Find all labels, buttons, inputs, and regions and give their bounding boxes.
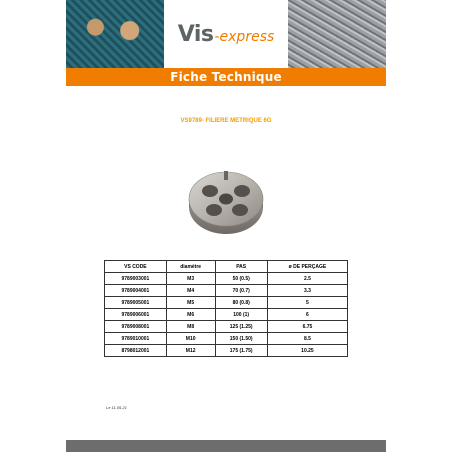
cell-pitch: 70 (0.7)	[215, 285, 267, 297]
col-diameter: diamètre	[166, 261, 215, 273]
cell-drill-diameter: 8.5	[267, 333, 347, 345]
table-header-row	[105, 261, 348, 273]
cell-drill-diameter: 6.75	[267, 321, 347, 333]
cell-diameter: M10	[166, 333, 215, 345]
date-note: Le 11.05.21	[106, 405, 127, 410]
cell-diameter: M8	[166, 321, 215, 333]
cell-pitch: 175 (1.75)	[215, 345, 267, 357]
cell-vs-code: 9789010001	[105, 333, 167, 345]
col-drill-diameter: ø DE PERÇAGE	[267, 261, 347, 273]
table-row	[105, 333, 348, 345]
threading-die-image	[184, 163, 268, 239]
cell-vs-code: 9789005001	[105, 297, 167, 309]
title-bar	[66, 68, 386, 86]
table-row	[105, 285, 348, 297]
logo-suffix-text: -express	[214, 28, 275, 45]
cell-pitch: 100 (1)	[215, 309, 267, 321]
cell-vs-code: 9789008001	[105, 321, 167, 333]
product-title: VS9789- FILIERE METRIQUE 6G	[180, 118, 272, 124]
cell-pitch: 80 (0.8)	[215, 297, 267, 309]
table-row	[105, 297, 348, 309]
logo-main-text: Vis	[177, 21, 214, 47]
cell-diameter: M3	[166, 273, 215, 285]
cell-diameter: M12	[166, 345, 215, 357]
cell-diameter: M4	[166, 285, 215, 297]
table-row	[105, 309, 348, 321]
cell-pitch: 125 (1.25)	[215, 321, 267, 333]
specification-table	[104, 260, 348, 357]
table-row	[105, 321, 348, 333]
cell-drill-diameter: 6	[267, 309, 347, 321]
cell-diameter: M5	[166, 297, 215, 309]
cell-vs-code: 9789006001	[105, 309, 167, 321]
cell-drill-diameter: 5	[267, 297, 347, 309]
cell-pitch: 50 (0.5)	[215, 273, 267, 285]
table-row	[105, 345, 348, 357]
workshop-photo	[66, 0, 164, 68]
footer-bar	[66, 440, 386, 452]
cell-drill-diameter: 3.3	[267, 285, 347, 297]
screws-photo	[288, 0, 386, 68]
logo	[164, 0, 288, 68]
cell-vs-code: 9789003001	[105, 273, 167, 285]
cell-vs-code: 9789004001	[105, 285, 167, 297]
cell-diameter: M6	[166, 309, 215, 321]
cell-drill-diameter: 10.25	[267, 345, 347, 357]
cell-drill-diameter: 2.5	[267, 273, 347, 285]
cell-pitch: 150 (1.50)	[215, 333, 267, 345]
col-vs-code: VS CODE	[105, 261, 167, 273]
cell-vs-code: 8798012001	[105, 345, 167, 357]
document-page	[66, 0, 386, 452]
banner-title: Fiche Technique	[170, 70, 282, 84]
header-banner	[66, 0, 386, 68]
table-row	[105, 273, 348, 285]
col-pitch: PAS	[215, 261, 267, 273]
